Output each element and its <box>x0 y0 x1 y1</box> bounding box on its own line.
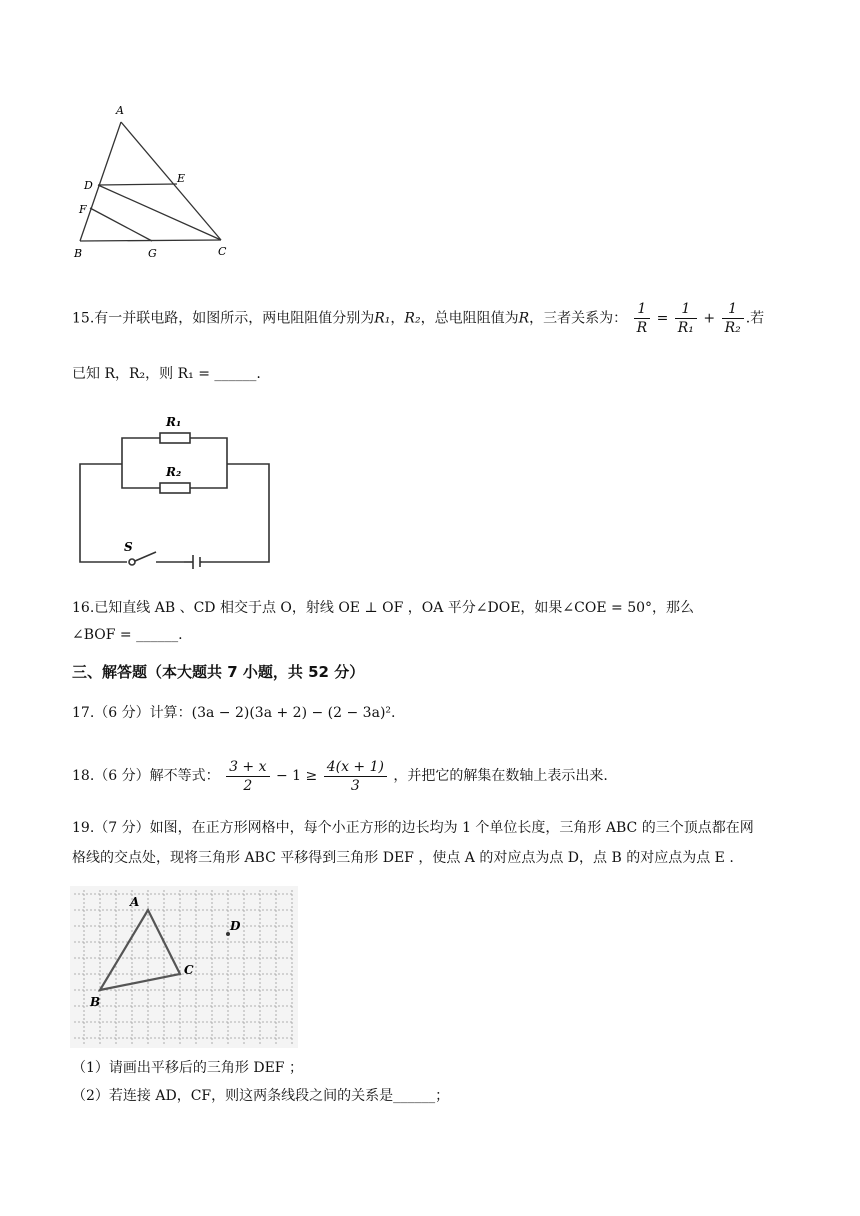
fraction-1-over-r2: $\frac{1}{\text{R₂}}$ <box>722 300 744 337</box>
label-s: S <box>124 540 133 554</box>
q18-line: 18.（6 分）解不等式： $\frac{3 + x}{2}$ − 1 ≥ $\frac{4(x + 1)}{3}$ ，并把它的解集在数轴上表示出来. <box>72 758 608 794</box>
q15-line1: 15.有一并联电路，如图所示，两电阻阻值分别为R₁，R₂，总电阻阻值为R，三者关系为： $\frac{1}{R}$ = $\frac{1}{\text{R₁}}$ + $\frac{1}{\text{R₂}}$ .若 <box>72 301 765 336</box>
label-c: C <box>218 245 227 258</box>
grid-label-c: C <box>184 963 194 977</box>
q19-sub1: （1）请画出平移后的三角形 DEF ； <box>72 1060 303 1076</box>
q15-line2: 已知 R，R₂，则 R₁ = ______. <box>72 366 261 382</box>
label-f: F <box>79 203 87 216</box>
fraction-1-over-r: $\frac{1}{R}$ <box>634 300 651 337</box>
q18-rhs-fraction: $\frac{4(x + 1)}{3}$ <box>324 758 387 795</box>
q16-line2: ∠BOF = ______. <box>72 627 183 643</box>
q19-line2: 格线的交点处，现将三角形 ABC 平移得到三角形 DEF ，使点 A 的对应点为点 D，点 B 的对应点为点 E . <box>72 850 734 866</box>
q18-lhs-fraction: $\frac{3 + x}{2}$ <box>226 758 269 795</box>
q19-line1: 19.（7 分）如图，在正方形网格中，每个小正方形的边长均为 1 个单位长度，三角形 ABC 的三个顶点都在网 <box>72 820 754 836</box>
circuit-figure <box>72 406 277 576</box>
q19-sub2: （2）若连接 AD，CF，则这两条线段之间的关系是______； <box>72 1088 450 1104</box>
label-e: E <box>177 172 186 185</box>
label-r2: R₂ <box>166 465 182 479</box>
label-g: G <box>148 247 157 260</box>
section-heading: 三、解答题（本大题共 7 小题，共 52 分） <box>72 663 365 681</box>
grid-figure <box>70 886 298 1048</box>
grid-label-d: D <box>230 919 241 933</box>
q16-line1: 16.已知直线 AB 、CD 相交于点 O，射线 OE ⊥ OF ，OA 平分∠DOE，如果∠COE = 50°，那么 <box>72 600 695 616</box>
grid-label-b: B <box>90 995 101 1009</box>
label-b: B <box>74 247 83 260</box>
label-a: A <box>116 104 124 117</box>
fraction-1-over-r1: $\frac{1}{\text{R₁}}$ <box>675 300 697 337</box>
label-r1: R₁ <box>166 415 182 429</box>
triangle-figure <box>70 100 240 265</box>
label-d: D <box>84 179 93 192</box>
q17-text: 17.（6 分）计算：(3a − 2)(3a + 2) − (2 − 3a)². <box>72 705 396 721</box>
grid-label-a: A <box>130 895 140 909</box>
